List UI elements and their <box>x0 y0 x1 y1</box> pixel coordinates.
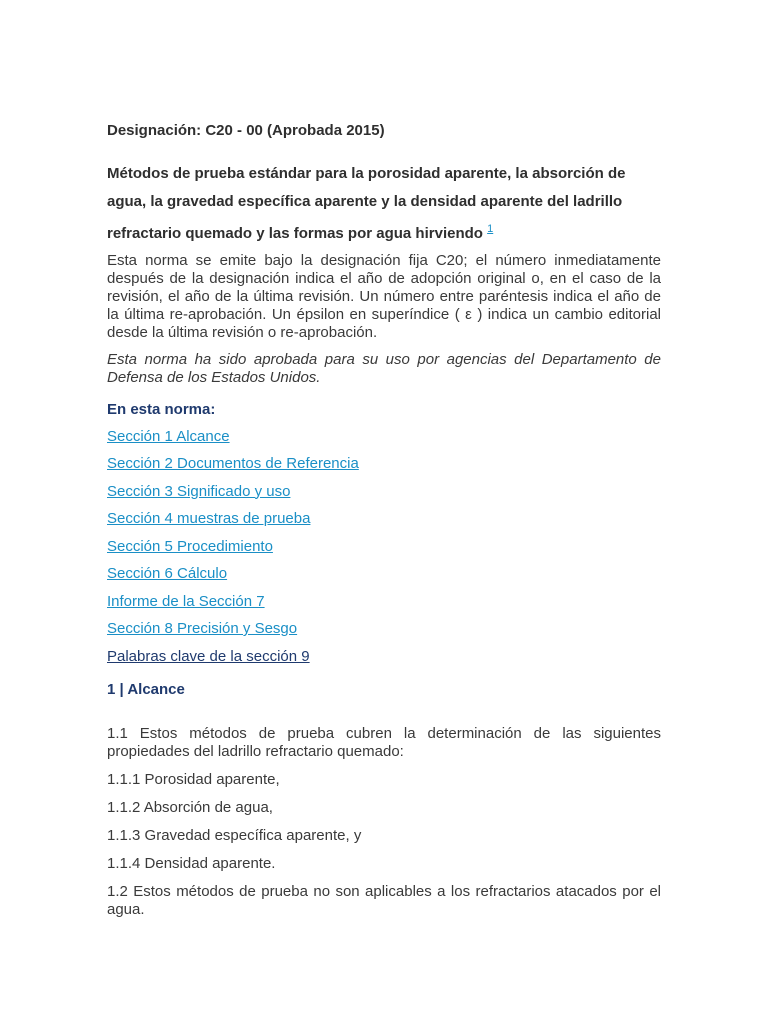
toc-link-section-7[interactable]: Informe de la Sección 7 <box>107 592 265 610</box>
toc-link-section-1[interactable]: Sección 1 Alcance <box>107 427 230 445</box>
section-1-heading: 1 | Alcance <box>107 681 185 698</box>
toc-item <box>107 565 661 593</box>
toc-link-section-3[interactable]: Sección 3 Significado y uso <box>107 482 291 500</box>
title-text: Métodos de prueba estándar para la porosidad aparente, la absorción de agua, la gravedad específica aparente y la densidad aparente del ladrillo refractario quemado y las formas por agua hirviendo <box>107 165 626 242</box>
intro-paragraph: Esta norma se emite bajo la designación fija C20; el número inmediatamente después de la designación indica el año de adopción original o, en el caso de la revisión, el año de la última revisión. Un número entre paréntesis indica el año de la última re-aprobación. Un épsilon en superíndice ( ε ) indica un cambio editorial desde la última revisión o re-aprobación. <box>107 251 661 341</box>
title-footnote <box>487 221 493 235</box>
toc-link-section-2[interactable]: Sección 2 Documentos de Referencia <box>107 455 359 472</box>
section-item: 1.1 Estos métodos de prueba cubren la determinación de las siguientes propiedades del ladrillo refractario quemado: <box>107 725 661 760</box>
toc-item <box>107 620 661 648</box>
toc-link-section-8[interactable]: Sección 8 Precisión y Sesgo <box>107 620 298 637</box>
toc-link-section-4[interactable]: Sección 4 muestras de prueba <box>107 510 311 527</box>
toc-item <box>107 428 661 456</box>
toc-item <box>107 510 661 538</box>
toc-item <box>107 538 661 566</box>
toc-link-section-6[interactable]: Sección 6 Cálculo <box>107 565 228 582</box>
footnote-link[interactable]: 1 <box>487 223 494 235</box>
section-item: 1.1.2 Absorción de agua, <box>107 799 273 816</box>
document-title <box>107 160 661 248</box>
toc-list <box>107 428 661 676</box>
section-item: 1.2 Estos métodos de prueba no son aplicables a los refractarios atacados por el agua. <box>107 883 661 918</box>
section-item: 1.1.4 Densidad aparente. <box>107 855 276 872</box>
toc-link-section-5[interactable]: Sección 5 Procedimiento <box>107 537 273 555</box>
toc-item <box>107 648 661 676</box>
document-page <box>107 122 661 929</box>
toc-link-section-9[interactable]: Palabras clave de la sección 9 <box>107 647 310 665</box>
toc-item <box>107 483 661 511</box>
toc-item <box>107 593 661 621</box>
approval-note: Esta norma ha sido aprobada para su uso por agencias del Departamento de Defensa de los Estados Unidos. <box>107 350 661 386</box>
designation-line: Designación: C20 - 00 (Aprobada 2015) <box>107 122 385 139</box>
toc-heading: En esta norma: <box>107 400 216 418</box>
section-item: 1.1.1 Porosidad aparente, <box>107 771 280 788</box>
section-item: 1.1.3 Gravedad específica aparente, y <box>107 827 362 844</box>
toc-item <box>107 455 661 483</box>
